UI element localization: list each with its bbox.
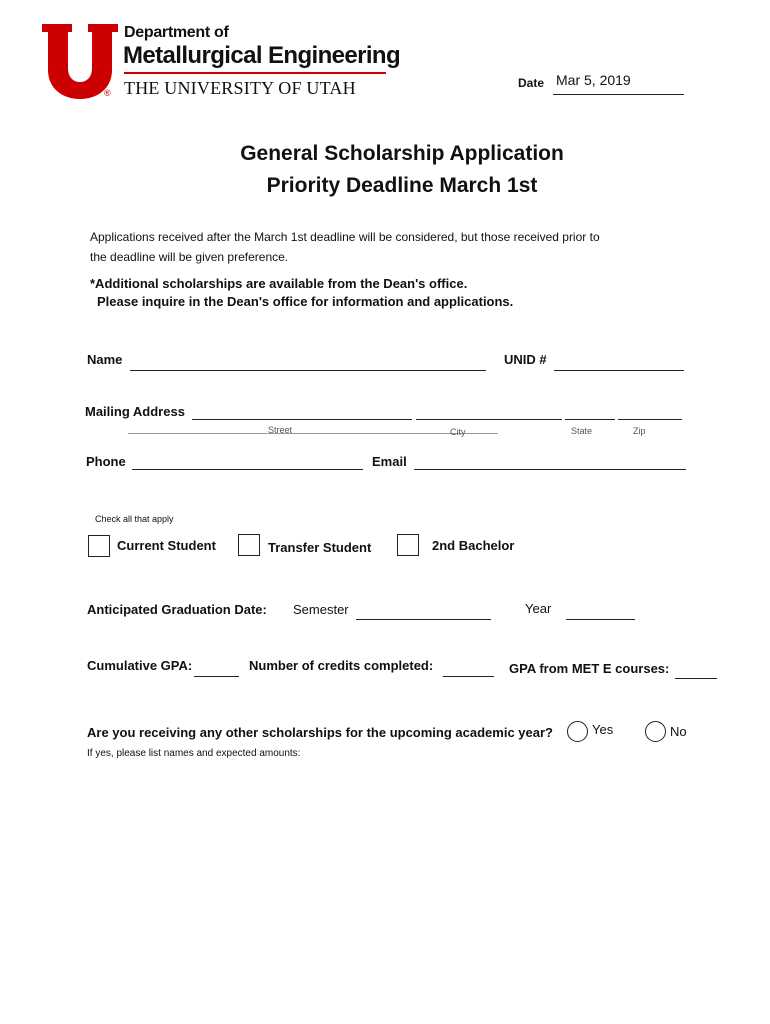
date-label: Date: [518, 76, 545, 90]
dean-note-line-2: Please inquire in the Dean's office for information and applications.: [97, 294, 514, 309]
street-field[interactable]: [192, 419, 412, 420]
check-instruction: Check all that apply: [95, 514, 174, 524]
mete-gpa-label: GPA from MET E courses:: [509, 661, 670, 676]
yes-radio[interactable]: [567, 721, 588, 742]
department-underline: [124, 72, 386, 74]
phone-field[interactable]: [132, 469, 363, 470]
no-label: No: [670, 724, 687, 739]
year-field[interactable]: [566, 619, 635, 620]
mete-gpa-field[interactable]: [675, 678, 717, 679]
cumulative-gpa-field[interactable]: [194, 676, 239, 677]
zip-label: Zip: [633, 426, 646, 436]
semester-label: Semester: [293, 602, 349, 617]
city-field[interactable]: [416, 419, 562, 420]
date-field[interactable]: Mar 5, 2019: [556, 72, 631, 88]
no-radio[interactable]: [645, 721, 666, 742]
yes-label: Yes: [592, 722, 614, 737]
list-scholarships-note: If yes, please list names and expected amounts:: [87, 748, 301, 759]
department-prefix: Department of: [124, 24, 229, 41]
date-field-line: [553, 94, 684, 95]
credits-completed-label: Number of credits completed:: [249, 658, 434, 673]
name-field[interactable]: [130, 370, 486, 371]
phone-label: Phone: [86, 454, 126, 469]
mailing-address-label: Mailing Address: [85, 404, 185, 419]
second-bachelor-checkbox[interactable]: [397, 534, 419, 556]
unid-field[interactable]: [554, 370, 684, 371]
other-scholarships-question: Are you receiving any other scholarships for the upcoming academic year?: [87, 725, 553, 740]
address-guide-line: [128, 433, 498, 434]
intro-line-2: the deadline will be given preference.: [90, 250, 289, 264]
transfer-student-label: Transfer Student: [268, 540, 372, 555]
unid-label: UNID #: [504, 352, 547, 367]
year-label: Year: [525, 601, 552, 616]
zip-field[interactable]: [618, 419, 682, 420]
email-label: Email: [372, 454, 407, 469]
intro-line-1: Applications received after the March 1st deadline will be considered, but those received prior to: [90, 230, 600, 244]
registered-mark: ®: [104, 88, 111, 98]
street-label: Street: [268, 425, 293, 435]
city-label: City: [450, 427, 466, 437]
dean-note-line-1: *Additional scholarships are available from the Dean's office.: [90, 276, 468, 291]
form-title: General Scholarship Application: [240, 142, 564, 165]
current-student-label: Current Student: [117, 538, 216, 553]
current-student-checkbox[interactable]: [88, 535, 110, 557]
graduation-date-label: Anticipated Graduation Date:: [87, 602, 267, 617]
state-label: State: [571, 426, 593, 436]
credits-completed-field[interactable]: [443, 676, 494, 677]
second-bachelor-label: 2nd Bachelor: [432, 538, 515, 553]
name-label: Name: [87, 352, 123, 367]
university-name: THE UNIVERSITY OF UTAH: [124, 78, 356, 98]
department-name: Metallurgical Engineering: [123, 42, 401, 69]
transfer-student-checkbox[interactable]: [238, 534, 260, 556]
form-subtitle: Priority Deadline March 1st: [266, 174, 538, 197]
state-field[interactable]: [565, 419, 615, 420]
email-field[interactable]: [414, 469, 686, 470]
cumulative-gpa-label: Cumulative GPA:: [87, 658, 193, 673]
semester-field[interactable]: [356, 619, 491, 620]
